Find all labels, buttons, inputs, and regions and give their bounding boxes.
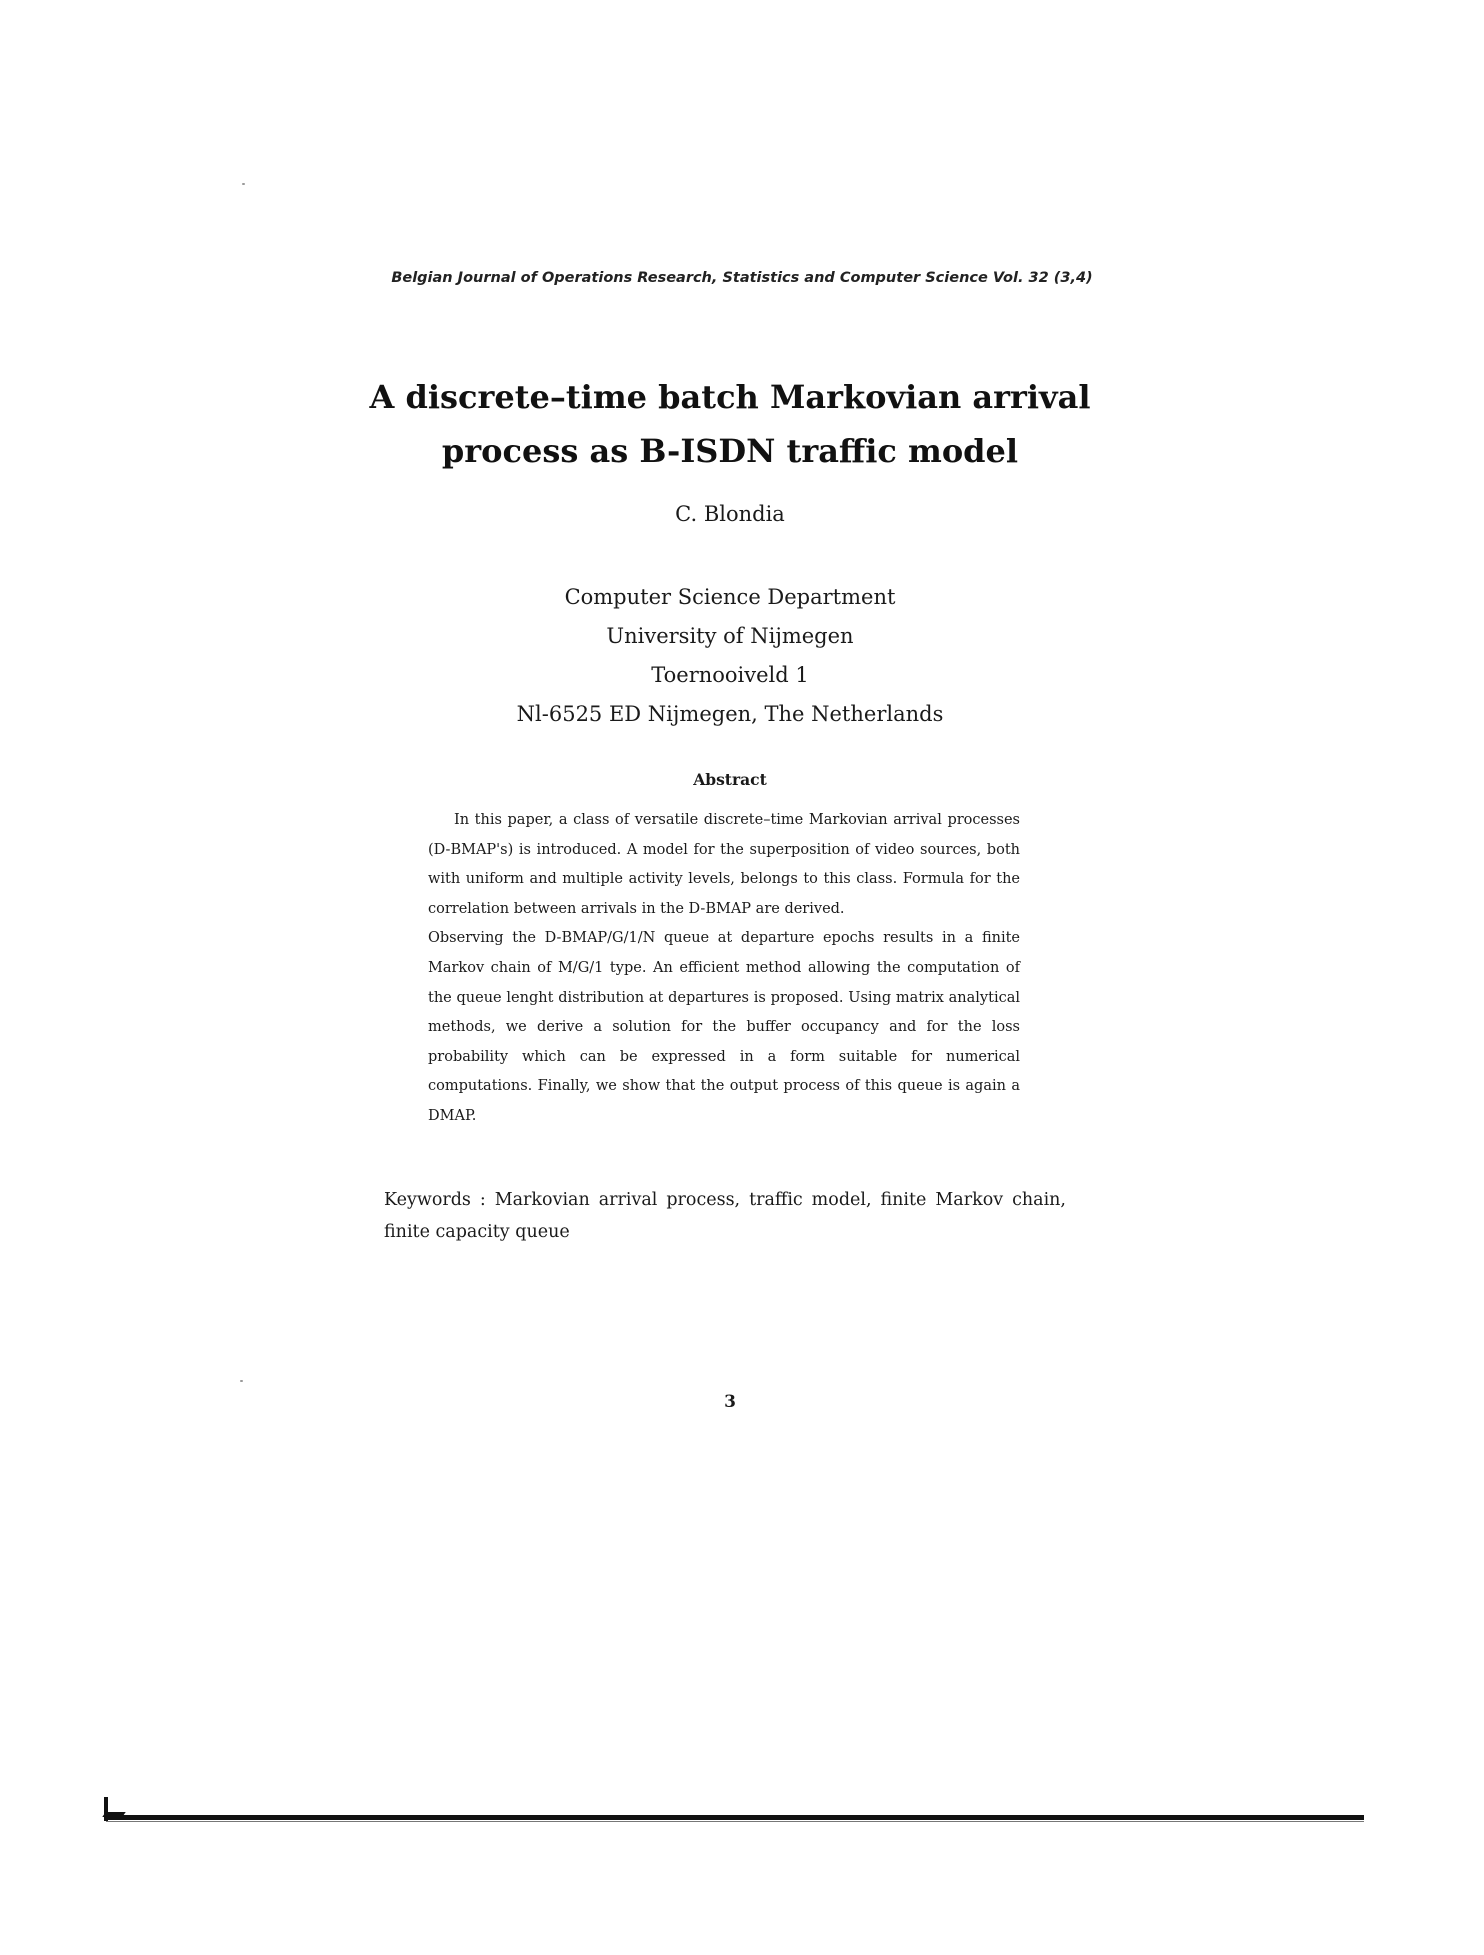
page-number: 3 [724,1392,736,1412]
abstract-body [428,806,1020,1132]
affiliation-city: Nl-6525 ED Nijmegen, The Netherlands [516,702,944,726]
keywords: Keywords : Markovian arrival process, traffic model, finite Markov chain, finite capacity queue [384,1190,1066,1242]
scan-speck [240,1380,243,1382]
affiliation-university: University of Nijmegen [606,624,854,648]
title-line-2: process as B-ISDN traffic model [441,432,1019,470]
affiliation-department: Computer Science Department [564,585,896,609]
affiliation-block [0,578,1460,734]
journal-header: Belgian Journal of Operations Research, Statistics and Computer Science Vol. 32 (3,4) [391,270,1093,286]
scan-speck [242,183,245,185]
abstract-paragraph-2: Observing the D-BMAP/G/1/N queue at departure epochs results in a finite Markov chain of M/G/1 type. An efficient method allowing the computation of the queue lenght distribution at departures is proposed. Using matrix analytical methods, we derive a solution for the buffer occupancy and for the loss probability which can be expressed in a form suitable for numerical computations. Finally, we show that the output process of this queue is again a DMAP. [428,930,1020,1124]
abstract-paragraph-1: In this paper, a class of versatile discrete–time Markovian arrival processes (D-BMAP's) is introduced. A model for the superposition of video sources, both with uniform and multiple activity levels, belongs to this class. Formula for the correlation between arrivals in the D-BMAP are derived. [428,812,1020,917]
affiliation-street: Toernooiveld 1 [651,663,809,687]
bottom-rule-shadow [106,1821,1364,1822]
bottom-rule [106,1815,1364,1820]
title-line-1: A discrete–time batch Markovian arrival [369,378,1091,416]
author-name: C. Blondia [675,502,785,526]
paper-title [0,370,1460,478]
abstract-heading: Abstract [693,770,767,789]
